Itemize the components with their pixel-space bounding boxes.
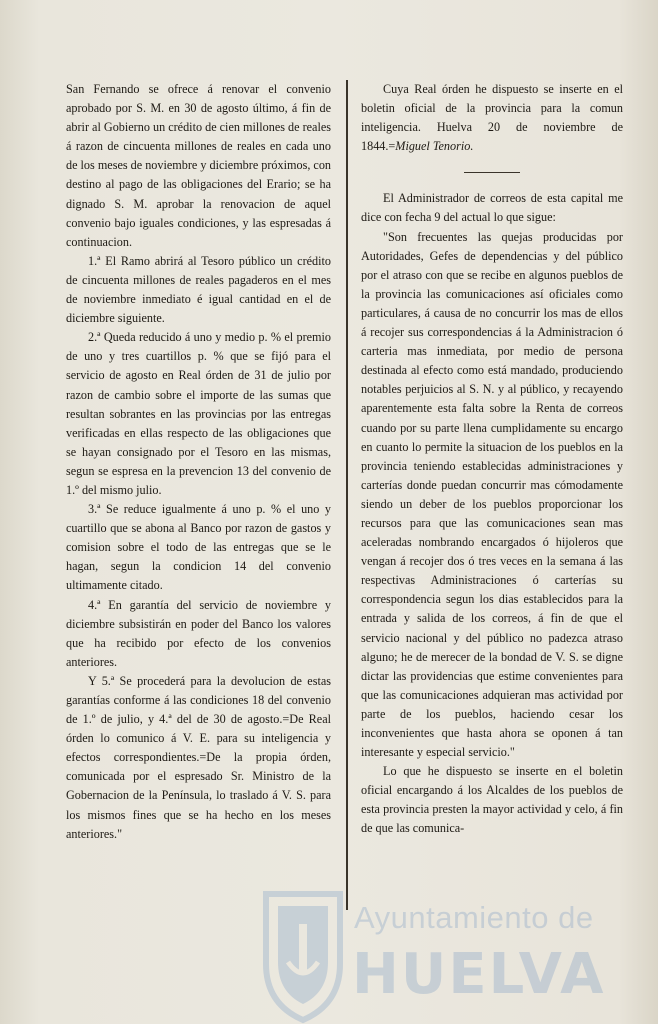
left-column — [66, 80, 331, 844]
left-paragraph-4: 3.ª Se reduce igualmente á uno p. % el uno y cuartillo que se abona al Banco por razon de gastos y comision sobre el todo de las entregas que se le hagan, segun la condicion 14 del convenio ultimamente citado. — [66, 502, 331, 593]
left-paragraph-2: 1.ª El Ramo abrirá al Tesoro público un crédito de cincuenta millones de reales pagaderos en el mes de noviembre inmediato é igual cantidad en el de diciembre siguiente. — [66, 253, 331, 326]
column-divider — [346, 80, 348, 910]
right-column — [361, 80, 623, 839]
right-paragraph-3: "Son frecuentes las quejas producidas por Autoridades, Gefes de dependencias y del público por el atraso con que se recibe en algunos pueblos de la provincia las comunicaciones así oficiales como particulares, á causa de no concurrir los mas de ellos á recojer sus correspondencias á la Administracion ó carteria mas inmediata, por medio de persona destinada al efecto como está mandado, produciendo notables perjuicios al S. N. y al público, y recayendo aparentemente esta falta sobre la Renta de correos cuando por su parte llena cumplidamente su encargo en cuanto lo permite la situacion de los pueblos en la provincia teniendo establecidas administraciones y carterías donde puedan concurrir mas cómodamente siendo un deber de los pueblos proporcionar los recursos para que las comunicaciones sean mas aceleradas nombrando encargados ó hijoleros que vengan á recojer dos ó tres veces en la semana á las respectivas Administraciones ó carterías su correspondencia segun los dias establecidos para la entrada y salida de los correos, á fin de que el servicio nacional y del público no padezca atraso alguno; he de merecer de la bondad de V. S. se digne dictar las providencias que estime convenientes para que las comunicaciones adquieran mas actividad por parte de los pueblos, haciendo cesar los inconvenientes que hasta ahora se oponen á tan interesante y especial servicio." — [361, 229, 623, 760]
right-paragraph-4: Lo que he dispuesto se inserte en el boletin oficial encargando á los Alcaldes de los pueblos de esta provincia presten la mayor actividad y celo, á fin de que las comunica- — [361, 764, 623, 836]
right-paragraph-2: El Administrador de correos de esta capital me dice con fecha 9 del actual lo que sigue: — [361, 191, 623, 225]
left-paragraph-3: 2.ª Queda reducido á uno y medio p. % el premio de uno y tres cuartillos p. % que se fijó para el servicio de agosto en Real órden de 31 de julio por razon de cambio sobre el importe de las sumas que resultan sobrantes en las provincias por las entregas verificadas en ellas respecto de las obligaciones que se hayan consignado por el Tesoro en las mismas, segun se espresa en la prevencion 13 del convenio de 1.º del mismo julio. — [66, 330, 331, 497]
shield-icon — [258, 884, 348, 1024]
section-separator — [464, 172, 520, 173]
watermark-line-2: HUELVA — [352, 942, 606, 1007]
right-paragraph-1 — [361, 80, 623, 156]
left-paragraph-6: Y 5.ª Se procederá para la devolucion de estas garantías conforme á las condiciones 18 del convenio de 1.º de julio, y 4.ª del de 30 de agosto.=De Real órden lo comunico á V. E. para su inteligencia y efectos correspondientes.=De la propia órden, comunicada por el espresado Sr. Ministro de la Gobernacion de la Península, lo traslado á V. S. para los mismos fines que se ha hecho en los meses anteriores." — [66, 673, 331, 841]
signature: Miguel Tenorio. — [395, 139, 474, 154]
archive-watermark — [258, 884, 658, 1024]
right-paragraph-1-text: Cuya Real órden he dispuesto se inserte en el boletin oficial de la provincia para la comun inteligencia. Huelva 20 de noviembre de 1844.= — [361, 82, 623, 154]
left-paragraph-1: San Fernando se ofrece á renovar el convenio aprobado por S. M. en 30 de agosto último, á fin de abrir al Gobierno un crédito de cien millones de reales á razon de cincuenta millones de reales en cada uno de los meses de noviembre y diciembre próximos, con destino al pago de las obligaciones del Erario; se ha dignado S. M. aprobar la renovacion de aquel convenio bajo iguales condiciones, y las espresadas á continuacion. — [66, 82, 332, 249]
watermark-line-1: Ayuntamiento de — [354, 900, 594, 935]
left-paragraph-5: 4.ª En garantía del servicio de noviembre y diciembre subsistirán en poder del Banco los valores que ha recibido por efecto de los convenios anteriores. — [66, 597, 331, 669]
